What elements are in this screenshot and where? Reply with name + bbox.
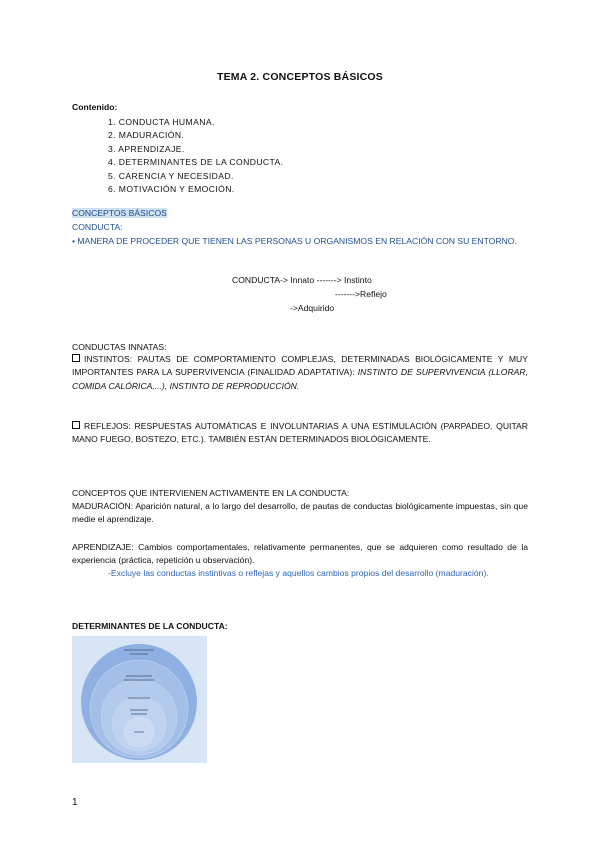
instintos-italic: INSTINTO DE SUPERVIVENCIA (LLORAR, COMIDA CALÓRICA,...), INSTINTO DE REPRODUCCIÓN.: [72, 367, 529, 391]
toc-item: 5. CARENCIA Y NECESIDAD.: [108, 170, 234, 181]
toc-item: 6. MOTIVACIÓN Y EMOCIÓN.: [108, 184, 235, 195]
maduracion-text: Aparición natural, a lo largo del desarrollo, de pautas de conductas biológicamente impuestas, sin que medie el aprendizaje.: [72, 501, 528, 525]
illegible-label-mark: [134, 731, 144, 733]
illegible-label-mark: [131, 713, 147, 715]
conceptos-heading: [72, 207, 167, 220]
reflejos-paragraph: [72, 420, 528, 447]
page-title: TEMA 2. CONCEPTOS BÁSICOS: [216, 71, 384, 83]
conducta-definition: • MANERA DE PROCEDER QUE TIENEN LAS PERSONAS U ORGANISMOS EN RELACIÓN CON SU ENTORNO.: [72, 236, 517, 246]
checkbox-bullet-icon: [72, 354, 80, 362]
toc-item: 2. MADURACIÓN.: [108, 130, 185, 141]
determinantes-diagram: [72, 636, 207, 763]
scheme-line-3: ->Adquirido: [290, 303, 335, 313]
excluye-text: -Excluye las conductas instintivas o reflejas y aquellos cambios propios del desarrollo (maduración).: [108, 568, 489, 578]
illegible-label-mark: [130, 709, 148, 711]
maduracion-label: MADURACIÓN:: [72, 501, 134, 511]
toc-item: 4. DETERMINANTES DE LA CONDUCTA.: [108, 157, 284, 168]
aprendizaje-label: APRENDIZAJE:: [72, 542, 134, 552]
nested-circles-diagram: [72, 636, 207, 763]
illegible-label-mark: [126, 675, 152, 677]
table-of-contents: [108, 116, 283, 196]
conducta-label: CONDUCTA:: [72, 222, 123, 232]
contenido-label: Contenido:: [72, 102, 118, 112]
determinantes-heading: DETERMINANTES DE LA CONDUCTA:: [72, 621, 228, 631]
page-number: 1: [72, 797, 78, 808]
illegible-label-mark: [124, 649, 154, 651]
toc-item: 3. APRENDIZAJE.: [108, 143, 185, 154]
checkbox-bullet-icon: [72, 421, 80, 429]
illegible-label-mark: [130, 653, 148, 655]
aprendizaje-paragraph: [72, 541, 528, 568]
scheme-line-2: ------->Reflejo: [335, 289, 387, 299]
highlighted-heading: CONCEPTOS BÁSICOS: [72, 208, 167, 218]
intervienen-heading: CONCEPTOS QUE INTERVIENEN ACTIVAMENTE EN LA CONDUCTA:: [72, 488, 350, 498]
instintos-text: INSTINTOS: PAUTAS DE COMPORTAMIENTO COMPLEJAS, DETERMINADAS BIOLÓGICAMENTE Y MUY IMPORTANTES PARA LA SUPERVIVENCIA (FINALIDAD ADAPTATIVA):: [72, 354, 528, 378]
scheme-line-1: CONDUCTA-> Innato -------> Instinto: [232, 275, 372, 285]
innatas-heading: CONDUCTAS INNATAS:: [72, 342, 167, 352]
aprendizaje-text: Cambios comportamentales, relativamente permanentes, que se adquieren como resultado de la experiencia (práctica, repetición u observación).: [72, 542, 529, 566]
illegible-label-mark: [128, 697, 150, 699]
reflejos-text: REFLEJOS: RESPUESTAS AUTOMÁTICAS E INVOLUNTARIAS A UNA ESTIMULACIÓN (PARPADEO, QUITAR MANO FUEGO, BOSTEZO, ETC.). TAMBIÉN ESTÁN DETERMINADOS BIOLÓGICAMENTE.: [72, 421, 528, 445]
illegible-label-mark: [124, 679, 154, 681]
instintos-paragraph: [72, 353, 528, 393]
maduracion-paragraph: [72, 500, 528, 527]
toc-item: 1. CONDUCTA HUMANA.: [108, 117, 215, 127]
